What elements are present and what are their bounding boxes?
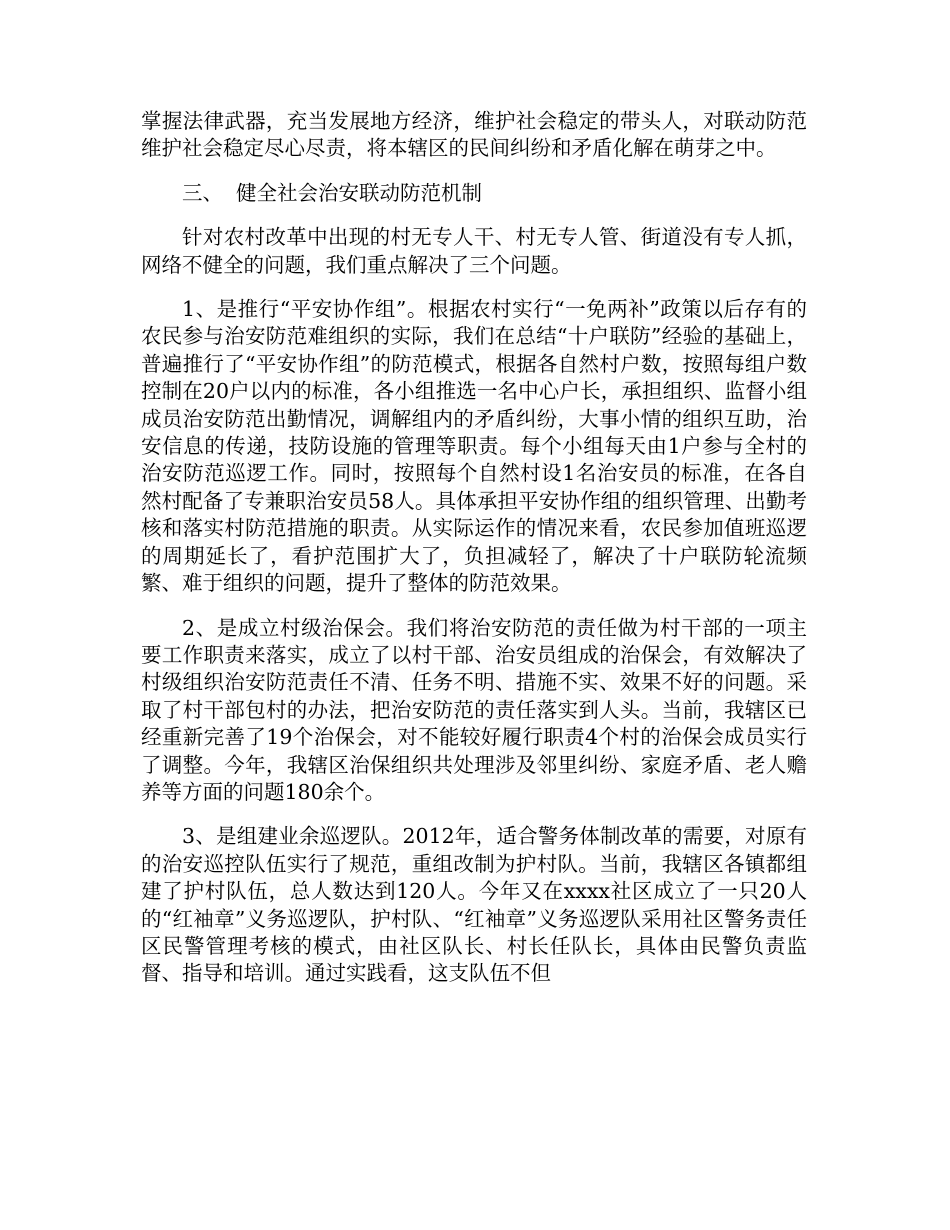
document-body	[141, 108, 807, 1005]
paragraph-continued: 掌握法律武器，充当发展地方经济，维护社会稳定的带头人，对联动防范维护社会稳定尽心尽责，将本辖区的民间纠纷和矛盾化解在萌芽之中。	[141, 109, 807, 161]
paragraph-intro: 针对农村改革中出现的村无专人干、村无专人管、街道没有专人抓，网络不健全的问题，我们重点解决了三个问题。	[141, 225, 807, 277]
section-heading: 三、 健全社会治安联动防范机制	[182, 180, 483, 205]
paragraph-item-1: 1、是推行“平安协作组”。根据农村实行“一免两补”政策以后存有的农民参与治安防范难组织的实际，我们在总结“十户联防”经验的基础上，普遍推行了“平安协作组”的防范模式，根据各自然村户数，按照每组户数控制在20户以内的标准，各小组推选一名中心户长，承担组织、监督小组成员治安防范出勤情况，调解组内的矛盾纠纷，大事小情的组织互助，治安信息的传递，技防设施的管理等职责。每个小组每天由1户参与全村的治安防范巡逻工作。同时，按照每个自然村设1名治安员的标准，在各自然村配备了专兼职治安员58人。具体承担平安协作组的组织管理、出勤考核和落实村防范措施的职责。从实际运作的情况来看，农民参加值班巡逻的周期延长了，看护范围扩大了，负担减轻了，解决了十户联防轮流频繁、难于组织的问题，提升了整体的防范效果。	[141, 297, 807, 596]
paragraph-item-2: 2、是成立村级治保会。我们将治安防范的责任做为村干部的一项主要工作职责来落实，成立了以村干部、治安员组成的治保会，有效解决了村级组织治安防范责任不清、任务不明、措施不实、效果不好的问题。采取了村干部包村的办法，把治安防范的责任落实到人头。当前，我辖区已经重新完善了19个治保会，对不能较好履行职责4个村的治保会成员实行了调整。今年，我辖区治保组织共处理涉及邻里纠纷、家庭矛盾、老人赡养等方面的问题180余个。	[141, 615, 807, 804]
paragraph-item-3: 3、是组建业余巡逻队。2012年，适合警务体制改革的需要，对原有的治安巡控队伍实行了规范，重组改制为护村队。当前，我辖区各镇都组建了护村队伍，总人数达到120人。今年又在xxxx社区成立了一只20人的“红袖章”义务巡逻队，护村队、“红袖章”义务巡逻队采用社区警务责任区民警管理考核的模式，由社区队长、村长任队长，具体由民警负责监督、指导和培训。通过实践看，这支队伍不但	[141, 824, 807, 986]
